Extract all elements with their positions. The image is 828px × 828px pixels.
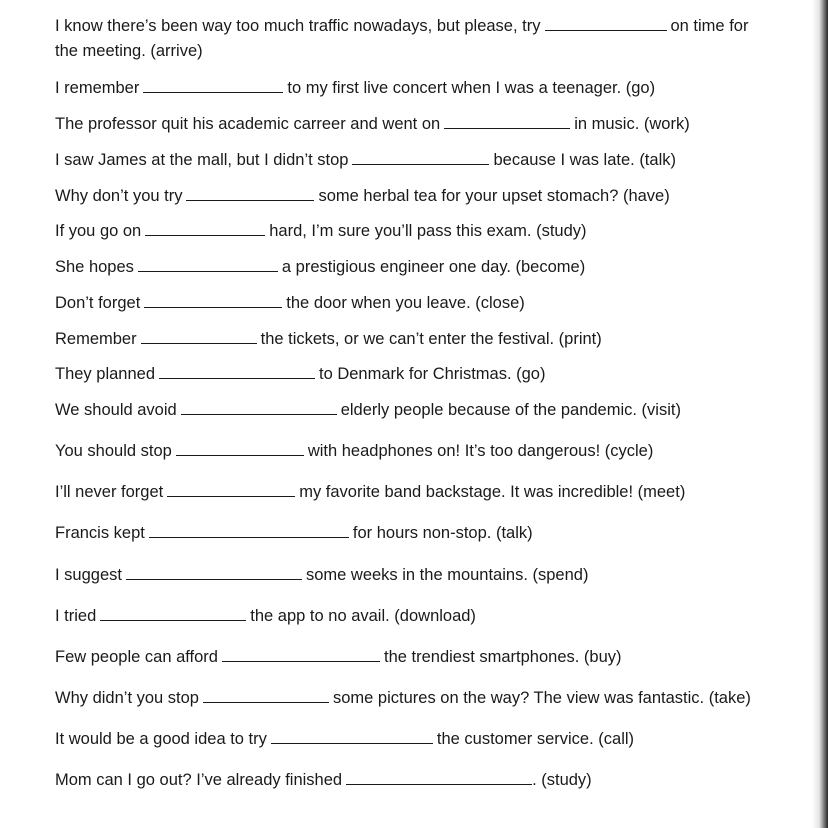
exercise-item-12 bbox=[55, 439, 653, 464]
answer-blank[interactable] bbox=[144, 292, 282, 308]
answer-blank[interactable] bbox=[181, 399, 337, 415]
exercise-text-after: . (study) bbox=[532, 771, 592, 789]
exercise-item-1 bbox=[55, 14, 748, 64]
exercise-item-10 bbox=[55, 362, 545, 387]
page-edge-shadow bbox=[812, 0, 828, 828]
exercise-text-before: Why didn’t you stop bbox=[55, 689, 199, 707]
exercise-text-after: to Denmark for Christmas. (go) bbox=[319, 365, 546, 383]
exercise-text-after: some pictures on the way? The view was fantastic. (take) bbox=[333, 689, 751, 707]
exercise-text-after: the customer service. (call) bbox=[436, 730, 635, 748]
exercise-text-after: for hours non-stop. (talk) bbox=[352, 524, 533, 542]
exercise-text-after: hard, I’m sure you’ll pass this exam. (study) bbox=[269, 222, 587, 240]
exercise-item-3 bbox=[55, 112, 690, 137]
answer-blank[interactable] bbox=[143, 77, 283, 93]
answer-blank[interactable] bbox=[186, 185, 314, 201]
answer-blank[interactable] bbox=[444, 113, 570, 129]
exercise-item-17 bbox=[55, 645, 622, 670]
exercise-text-after: because I was late. (talk) bbox=[493, 151, 676, 169]
exercise-item-6 bbox=[55, 219, 587, 244]
exercise-text-after: the app to no avail. (download) bbox=[250, 607, 476, 625]
exercise-text-after: the door when you leave. (close) bbox=[286, 294, 525, 312]
answer-blank[interactable] bbox=[545, 15, 667, 31]
answer-blank[interactable] bbox=[149, 522, 349, 538]
exercise-item-19 bbox=[55, 727, 634, 752]
exercise-text-after: some herbal tea for your upset stomach? (have) bbox=[318, 187, 670, 205]
exercise-text-before: You should stop bbox=[55, 442, 172, 460]
answer-blank[interactable] bbox=[167, 481, 295, 497]
exercise-item-20 bbox=[55, 768, 592, 793]
exercise-item-18 bbox=[55, 686, 751, 711]
exercise-item-2 bbox=[55, 76, 655, 101]
exercise-text-before: She hopes bbox=[55, 258, 134, 276]
exercise-text-before: Don’t forget bbox=[55, 294, 141, 312]
answer-blank[interactable] bbox=[100, 605, 246, 621]
exercise-text-after: with headphones on! It’s too dangerous! (cycle) bbox=[307, 442, 654, 460]
exercise-text-before: Why don’t you try bbox=[55, 187, 183, 205]
exercise-item-8 bbox=[55, 291, 525, 316]
exercise-text-before: I saw James at the mall, but I didn’t stop bbox=[55, 151, 349, 169]
exercise-text-after: some weeks in the mountains. (spend) bbox=[305, 566, 589, 584]
exercise-text-before: Mom can I go out? I’ve already finished bbox=[55, 771, 343, 789]
exercise-item-4 bbox=[55, 148, 676, 173]
exercise-text-after: in music. (work) bbox=[574, 115, 690, 133]
exercise-item-11 bbox=[55, 398, 681, 423]
answer-blank[interactable] bbox=[145, 220, 265, 236]
answer-blank[interactable] bbox=[203, 687, 329, 703]
exercise-text-before: I know there’s been way too much traffic nowadays, but please, try bbox=[55, 17, 541, 35]
exercise-text-before: We should avoid bbox=[55, 401, 177, 419]
answer-blank[interactable] bbox=[176, 440, 304, 456]
exercise-item-16 bbox=[55, 604, 476, 629]
exercise-text-after: a prestigious engineer one day. (become) bbox=[281, 258, 586, 276]
exercise-item-5 bbox=[55, 184, 670, 209]
exercise-text-before: The professor quit his academic carreer and went on bbox=[55, 115, 441, 133]
exercise-text-before: Few people can afford bbox=[55, 648, 218, 666]
exercise-text-after: the trendiest smartphones. (buy) bbox=[383, 648, 622, 666]
exercise-text-before: Remember bbox=[55, 330, 137, 348]
exercise-text-after: my favorite band backstage. It was incredible! (meet) bbox=[299, 483, 686, 501]
exercise-text-before: I tried bbox=[55, 607, 97, 625]
exercise-item-7 bbox=[55, 255, 585, 280]
answer-blank[interactable] bbox=[138, 256, 278, 272]
exercise-text-before: If you go on bbox=[55, 222, 142, 240]
answer-blank[interactable] bbox=[159, 363, 315, 379]
exercise-text-before: I’ll never forget bbox=[55, 483, 164, 501]
exercise-text-after: the tickets, or we can’t enter the festival. (print) bbox=[260, 330, 602, 348]
exercise-item-13 bbox=[55, 480, 685, 505]
exercise-text-continuation: the meeting. (arrive) bbox=[55, 42, 203, 60]
exercise-item-14 bbox=[55, 521, 533, 546]
exercise-text-before: Francis kept bbox=[55, 524, 145, 542]
exercise-item-15 bbox=[55, 563, 588, 588]
exercise-text-before: I remember bbox=[55, 79, 140, 97]
answer-blank[interactable] bbox=[352, 149, 489, 165]
answer-blank[interactable] bbox=[126, 564, 302, 580]
exercise-item-9 bbox=[55, 327, 602, 352]
exercise-text-after: to my first live concert when I was a teenager. (go) bbox=[287, 79, 656, 97]
exercise-text-after: elderly people because of the pandemic. (visit) bbox=[340, 401, 681, 419]
exercise-text-before: I suggest bbox=[55, 566, 122, 584]
answer-blank[interactable] bbox=[141, 328, 257, 344]
exercise-text-before: It would be a good idea to try bbox=[55, 730, 267, 748]
answer-blank[interactable] bbox=[346, 769, 532, 785]
exercise-text-after: on time for bbox=[670, 17, 749, 35]
exercise-text-before: They planned bbox=[55, 365, 155, 383]
answer-blank[interactable] bbox=[271, 728, 433, 744]
answer-blank[interactable] bbox=[222, 646, 380, 662]
